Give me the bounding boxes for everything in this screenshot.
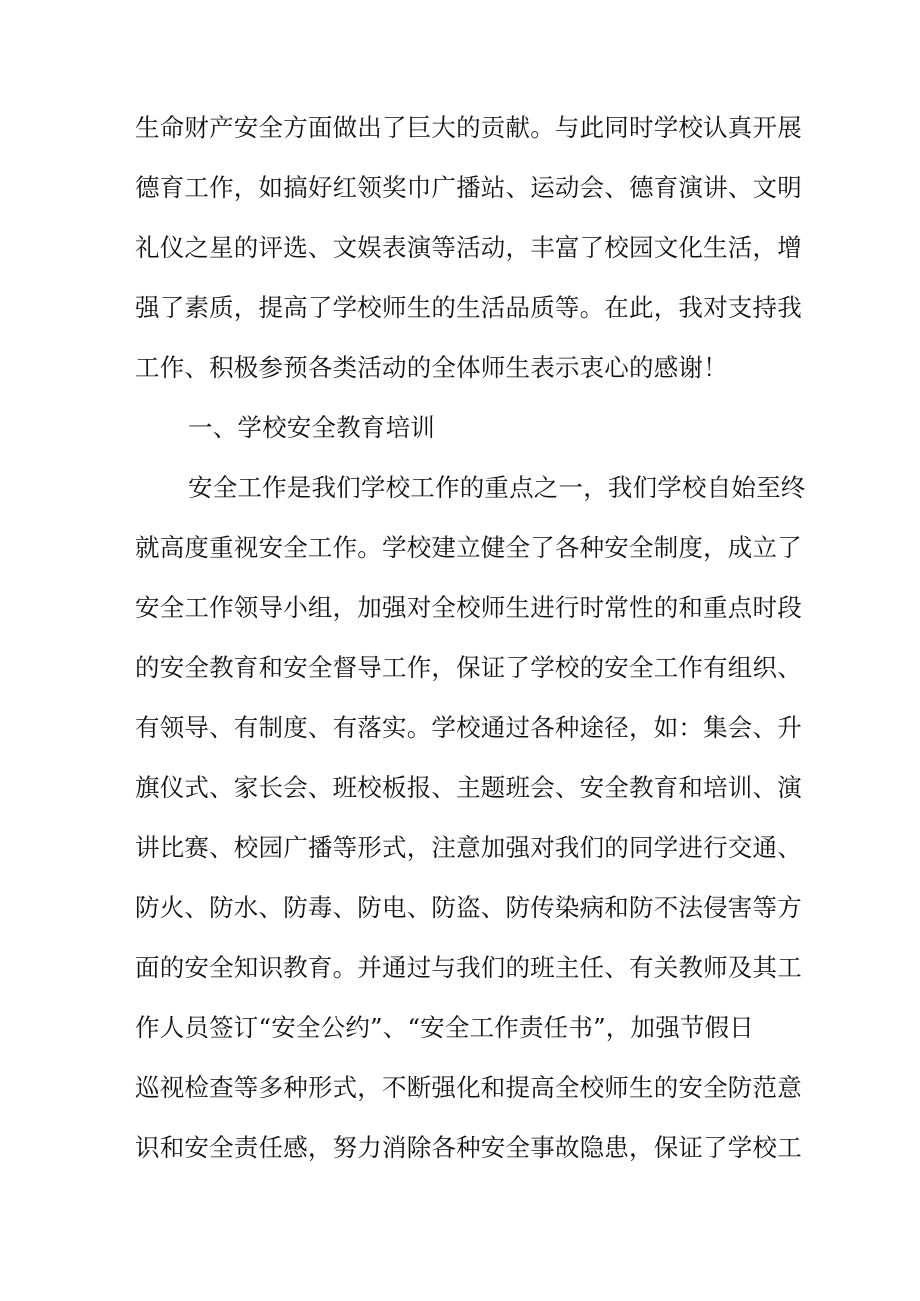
text-line: 旗仪式、家长会、班校板报、主题班会、安全教育和培训、演 <box>135 773 802 802</box>
text-line: 防火、防水、防毒、防电、防盗、防传染病和防不法侵害等方 <box>135 893 802 922</box>
text-line: 安全工作是我们学校工作的重点之一，我们学校自始至终 <box>188 473 806 502</box>
text-line: 作人员签订“安全公约”、“安全工作责任书”，加强节假日 <box>135 1013 754 1042</box>
text-line: 礼仪之星的评选、文娱表演等活动，丰富了校园文化生活，增 <box>135 233 802 262</box>
text-line: 面的安全知识教育。并通过与我们的班主任、有关教师及其工 <box>135 953 802 982</box>
text-line: 就高度重视安全工作。学校建立健全了各种安全制度，成立了 <box>135 533 802 562</box>
text-line: 工作、积极参预各类活动的全体师生表示衷心的感谢！ <box>135 353 728 382</box>
text-line: 识和安全责任感，努力消除各种安全事故隐患，保证了学校工 <box>135 1133 802 1162</box>
text-line: 强了素质，提高了学校师生的生活品质等。在此，我对支持我 <box>135 293 802 322</box>
text-line: 德育工作，如搞好红领奖巾广播站、运动会、德育演讲、文明 <box>135 173 802 202</box>
text-line: 安全工作领导小组，加强对全校师生进行时常性的和重点时段 <box>135 593 802 622</box>
text-line: 讲比赛、校园广播等形式，注意加强对我们的同学进行交通、 <box>135 833 802 862</box>
text-line: 生命财产安全方面做出了巨大的贡献。与此同时学校认真开展 <box>135 113 802 142</box>
section-heading: 一、学校安全教育培训 <box>188 413 435 442</box>
text-line: 的安全教育和安全督导工作，保证了学校的安全工作有组织、 <box>135 653 802 682</box>
text-line: 巡视检查等多种形式，不断强化和提高全校师生的安全防范意 <box>135 1073 802 1102</box>
text-line: 有领导、有制度、有落实。学校通过各种途径，如：集会、升 <box>135 713 802 742</box>
